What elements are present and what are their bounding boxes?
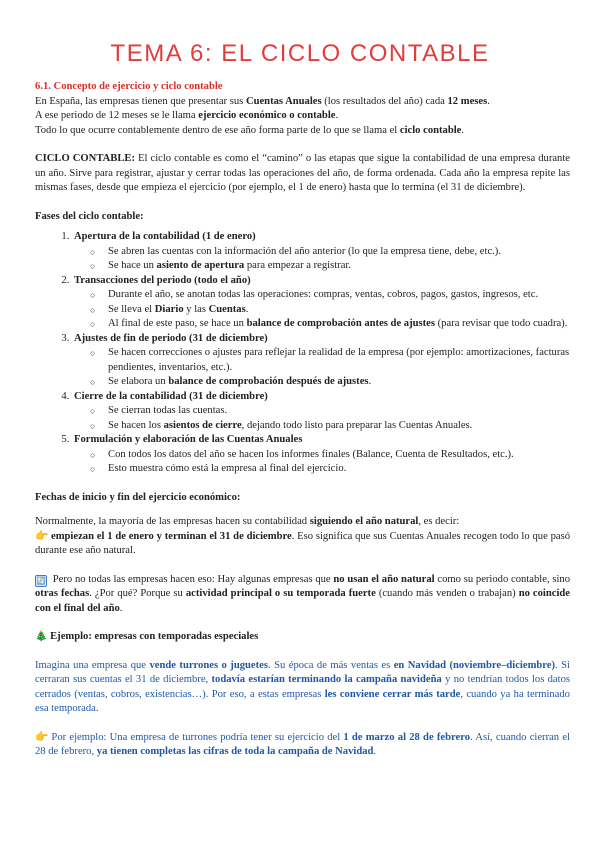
intro-line-2: A ese periodo de 12 meses se le llama ejercicio económico o contable. xyxy=(35,110,339,121)
fase-bullet: ○ Con todos los datos del año se hacen los informes finales (Balance, Cuenta de Resultados, etc.). xyxy=(108,448,570,463)
fase-bullet: ○ Al final de este paso, se hace un balance de comprobación antes de ajustes (para revisar que todo cuadra). xyxy=(108,317,570,332)
fase-title: Ajustes de fin de periodo (31 de diciembre) xyxy=(74,332,268,344)
ejemplo-heading: 🎄 Ejemplo: empresas con temporadas especiales xyxy=(35,631,259,642)
fase-item xyxy=(72,230,570,274)
fase-title: Transacciones del periodo (todo el año) xyxy=(74,274,251,286)
fase-title: Formulación y elaboración de las Cuentas Anuales xyxy=(74,434,303,445)
fase-title: Apertura de la contabilidad (1 de enero) xyxy=(74,231,256,242)
page-title: TEMA 6: EL CICLO CONTABLE xyxy=(110,40,490,67)
fase-bullet: ○ Se hacen los asientos de cierre, dejando todo listo para preparar las Cuentas Anuales. xyxy=(108,419,570,434)
ejemplo-paragraph-2: 👉 Por ejemplo: Una empresa de turrones podría tener su ejercicio del 1 de marzo al 28 de febrero. Así, cuando cierran el 28 de febrero, ya tienen completas las cifras de toda la campaña de Navidad. xyxy=(35,731,570,757)
fase-bullet: ○ Se hacen correcciones o ajustes para reflejar la realidad de la empresa (por ejemplo: amortizaciones, facturas pendientes, inventarios, etc.). xyxy=(108,346,570,375)
pero-paragraph: 🔄 Pero no todas las empresas hacen eso: Hay algunas empresas que no usan el año natural como su periodo contable, sino otras fechas. ¿Por qué? Porque su actividad principal o su temporada fuerte (cuando más venden o trabajan) no coincide con el final del año. xyxy=(35,573,571,614)
fase-item xyxy=(72,332,570,390)
fase-bullet: ○ Esto muestra cómo está la empresa al final del ejercicio. xyxy=(108,462,570,477)
pointing-hand-icon: 👉 xyxy=(35,731,49,743)
fechas-paragraph: 👉 empiezan el 1 de enero y terminan el 31 de diciembre. Eso significa que sus Cuentas Anuales recogen todo lo que pasó durante ese año natural. xyxy=(35,530,571,556)
fechas-heading: Fechas de inicio y fin del ejercicio económico: xyxy=(35,491,241,503)
fase-bullet: ○ Se lleva el Diario y las Cuentas. xyxy=(108,303,570,318)
fase-bullet: ○ Se hace un asiento de apertura para empezar a registrar. xyxy=(108,259,570,274)
fase-bullet: ○ Durante el año, se anotan todas las operaciones: compras, ventas, cobros, pagos, gastos, ingresos, etc. xyxy=(108,288,570,303)
fase-bullet: ○ Se elabora un balance de comprobación después de ajustes. xyxy=(108,375,570,390)
fase-item xyxy=(72,390,570,434)
fase-title: Cierre de la contabilidad (31 de diciembre) xyxy=(74,390,268,402)
fase-item xyxy=(72,433,570,477)
fechas-line-1: Normalmente, la mayoría de las empresas hacen su contabilidad siguiendo el año natural, es decir: xyxy=(35,516,460,527)
ciclo-paragraph: CICLO CONTABLE: El ciclo contable es como el “camino” o las etapas que sigue la contabilidad de una empresa durante un año. Sirve para registrar, ajustar y cerrar todas las operaciones del año, de forma ordenada. Cada año la empresa repite las mismas fases, desde que empieza el ejercicio (por ejemplo, el 1 de enero) hasta que lo termina (el 31 de diciembre). xyxy=(35,153,570,193)
intro-line-1: En España, las empresas tienen que presentar sus Cuentas Anuales (los resultados del año) cada 12 meses. xyxy=(35,95,490,107)
section-heading: 6.1. Concepto de ejercicio y ciclo contable xyxy=(35,81,223,92)
christmas-tree-icon: 🎄 xyxy=(35,631,48,642)
fases-heading: Fases del ciclo contable: xyxy=(35,210,144,222)
repeat-icon: 🔄 xyxy=(36,576,46,585)
pointing-hand-icon: 👉 xyxy=(35,530,49,542)
fase-item xyxy=(72,274,570,332)
intro-line-3: Todo lo que ocurre contablemente dentro de ese año forma parte de lo que se llama el ciclo contable. xyxy=(35,124,465,136)
fase-bullet: ○ Se cierran todas las cuentas. xyxy=(108,404,570,419)
fases-list xyxy=(35,230,570,477)
document-body xyxy=(35,80,570,760)
ejemplo-paragraph-1: Imagina una empresa que vende turrones o juguetes. Su época de más ventas es en Navidad (noviembre–diciembre). Si cerraran sus cuentas el 31 de diciembre, todavía estarían terminando la campaña navideña y no tendrían todos los datos cerrados (ventas, cobros, existencias…). Por eso, a estas empresas les conviene cerrar más tarde, cuando ya ha terminado esa temporada. xyxy=(35,659,570,714)
fase-bullet: ○ Se abren las cuentas con la información del año anterior (lo que la empresa tiene, debe, etc.). xyxy=(108,245,570,260)
